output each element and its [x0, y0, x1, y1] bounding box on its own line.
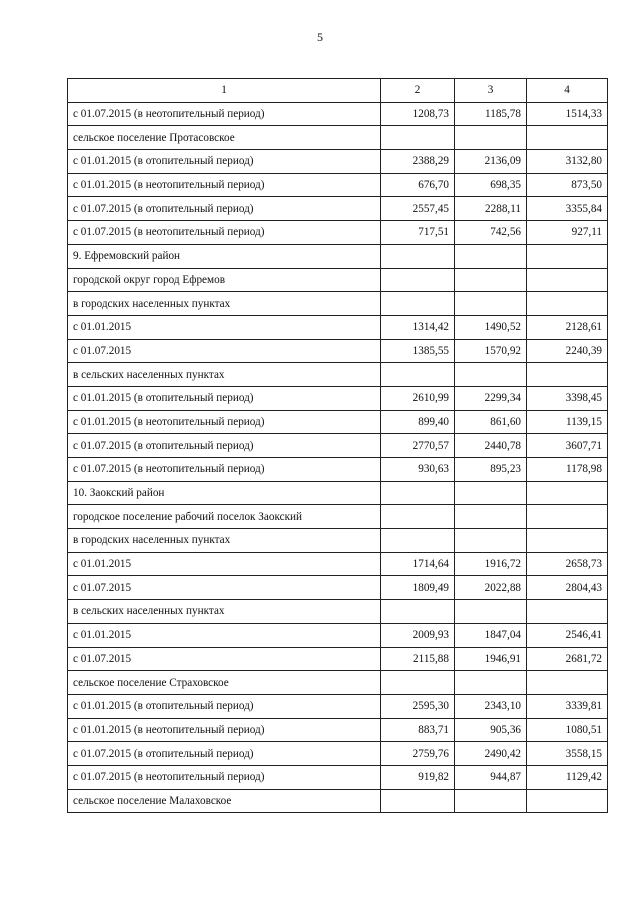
table-row: [68, 694, 608, 718]
value-cell: [527, 671, 608, 695]
table-row: [68, 292, 608, 316]
table-row: [68, 505, 608, 529]
row-label: сельское поселение Протасовское: [68, 126, 381, 150]
table-row: [68, 576, 608, 600]
row-label: сельское поселение Страховское: [68, 671, 381, 695]
value-cell: [527, 126, 608, 150]
value-cell: 899,40: [381, 410, 455, 434]
value-cell: [455, 529, 527, 553]
value-cell: 2115,88: [381, 647, 455, 671]
table-row: [68, 410, 608, 434]
table-row: [68, 529, 608, 553]
value-cell: 861,60: [455, 410, 527, 434]
table-row: [68, 600, 608, 624]
value-cell: [527, 529, 608, 553]
table-row: [68, 458, 608, 482]
value-cell: [381, 529, 455, 553]
value-cell: 2343,10: [455, 694, 527, 718]
value-cell: 1139,15: [527, 410, 608, 434]
row-label: с 01.01.2015 (в отопительный период): [68, 694, 381, 718]
row-label: в сельских населенных пунктах: [68, 363, 381, 387]
value-cell: 2009,93: [381, 623, 455, 647]
page-number: 5: [317, 30, 323, 44]
value-cell: 1916,72: [455, 552, 527, 576]
table-row: [68, 789, 608, 813]
value-cell: [527, 789, 608, 813]
row-label: с 01.01.2015 (в отопительный период): [68, 386, 381, 410]
row-label: с 01.01.2015: [68, 552, 381, 576]
value-cell: [455, 600, 527, 624]
table-row: [68, 742, 608, 766]
table-row: [68, 765, 608, 789]
table-row: [68, 434, 608, 458]
value-cell: 2440,78: [455, 434, 527, 458]
table-row: [68, 244, 608, 268]
value-cell: [381, 244, 455, 268]
table-row: [68, 671, 608, 695]
value-cell: 1385,55: [381, 339, 455, 363]
value-cell: [381, 600, 455, 624]
row-label: с 01.01.2015: [68, 315, 381, 339]
row-label: с 01.01.2015 (в отопительный период): [68, 150, 381, 174]
value-cell: 717,51: [381, 221, 455, 245]
row-label: городское поселение рабочий поселок Заокский: [68, 505, 381, 529]
value-cell: [381, 481, 455, 505]
row-label: с 01.01.2015: [68, 623, 381, 647]
value-cell: 2136,09: [455, 150, 527, 174]
row-label: с 01.07.2015: [68, 576, 381, 600]
row-label: сельское поселение Малаховское: [68, 789, 381, 813]
row-label: с 01.07.2015: [68, 647, 381, 671]
value-cell: 1514,33: [527, 102, 608, 126]
value-cell: 2610,99: [381, 386, 455, 410]
table-row: [68, 339, 608, 363]
column-header: 2: [381, 79, 455, 103]
value-cell: 1809,49: [381, 576, 455, 600]
value-cell: 1080,51: [527, 718, 608, 742]
value-cell: [381, 789, 455, 813]
value-cell: 3355,84: [527, 197, 608, 221]
value-cell: [455, 481, 527, 505]
row-label: с 01.07.2015: [68, 339, 381, 363]
table-header-row: [68, 79, 608, 103]
row-label: с 01.01.2015 (в неотопительный период): [68, 173, 381, 197]
value-cell: 873,50: [527, 173, 608, 197]
table-row: [68, 363, 608, 387]
value-cell: [455, 363, 527, 387]
value-cell: 905,36: [455, 718, 527, 742]
table-row: [68, 197, 608, 221]
row-label: в сельских населенных пунктах: [68, 600, 381, 624]
tariff-table: [67, 78, 608, 813]
row-label: 10. Заокский район: [68, 481, 381, 505]
row-label: с 01.07.2015 (в неотопительный период): [68, 102, 381, 126]
table-row: [68, 647, 608, 671]
row-label: 9. Ефремовский район: [68, 244, 381, 268]
value-cell: 676,70: [381, 173, 455, 197]
value-cell: [527, 505, 608, 529]
value-cell: 1714,64: [381, 552, 455, 576]
table-row: [68, 481, 608, 505]
value-cell: 1314,42: [381, 315, 455, 339]
value-cell: [381, 292, 455, 316]
value-cell: 2128,61: [527, 315, 608, 339]
value-cell: 3607,71: [527, 434, 608, 458]
value-cell: 698,35: [455, 173, 527, 197]
value-cell: 2681,72: [527, 647, 608, 671]
row-label: с 01.07.2015 (в отопительный период): [68, 742, 381, 766]
value-cell: 2388,29: [381, 150, 455, 174]
value-cell: [455, 505, 527, 529]
value-cell: 2557,45: [381, 197, 455, 221]
table-row: [68, 268, 608, 292]
value-cell: 2288,11: [455, 197, 527, 221]
table-row: [68, 150, 608, 174]
value-cell: [455, 126, 527, 150]
table-row: [68, 623, 608, 647]
value-cell: 930,63: [381, 458, 455, 482]
value-cell: 1847,04: [455, 623, 527, 647]
value-cell: [455, 268, 527, 292]
value-cell: [527, 600, 608, 624]
column-header: 3: [455, 79, 527, 103]
value-cell: [527, 481, 608, 505]
value-cell: 1185,78: [455, 102, 527, 126]
value-cell: 2595,30: [381, 694, 455, 718]
value-cell: [455, 292, 527, 316]
table-row: [68, 386, 608, 410]
row-label: в городских населенных пунктах: [68, 292, 381, 316]
value-cell: 2658,73: [527, 552, 608, 576]
value-cell: [455, 244, 527, 268]
value-cell: [381, 268, 455, 292]
value-cell: 3132,80: [527, 150, 608, 174]
value-cell: 2490,42: [455, 742, 527, 766]
column-header: 4: [527, 79, 608, 103]
value-cell: [381, 126, 455, 150]
value-cell: [527, 363, 608, 387]
value-cell: [527, 292, 608, 316]
table-row: [68, 718, 608, 742]
value-cell: [455, 789, 527, 813]
row-label: с 01.07.2015 (в неотопительный период): [68, 458, 381, 482]
value-cell: 927,11: [527, 221, 608, 245]
value-cell: [527, 268, 608, 292]
row-label: с 01.01.2015 (в неотопительный период): [68, 410, 381, 434]
row-label: городской округ город Ефремов: [68, 268, 381, 292]
value-cell: 1570,92: [455, 339, 527, 363]
row-label: в городских населенных пунктах: [68, 529, 381, 553]
value-cell: 2240,39: [527, 339, 608, 363]
value-cell: 1946,91: [455, 647, 527, 671]
value-cell: 1178,98: [527, 458, 608, 482]
table-row: [68, 315, 608, 339]
value-cell: [381, 505, 455, 529]
table-row: [68, 221, 608, 245]
value-cell: 883,71: [381, 718, 455, 742]
value-cell: 742,56: [455, 221, 527, 245]
value-cell: 2022,88: [455, 576, 527, 600]
column-header: 1: [68, 79, 381, 103]
row-label: с 01.07.2015 (в отопительный период): [68, 197, 381, 221]
row-label: с 01.07.2015 (в неотопительный период): [68, 765, 381, 789]
row-label: с 01.07.2015 (в отопительный период): [68, 434, 381, 458]
value-cell: [527, 244, 608, 268]
value-cell: 3339,81: [527, 694, 608, 718]
row-label: с 01.01.2015 (в неотопительный период): [68, 718, 381, 742]
table-row: [68, 552, 608, 576]
value-cell: 2770,57: [381, 434, 455, 458]
value-cell: 2759,76: [381, 742, 455, 766]
value-cell: 895,23: [455, 458, 527, 482]
table-row: [68, 102, 608, 126]
value-cell: [381, 671, 455, 695]
value-cell: 919,82: [381, 765, 455, 789]
row-label: с 01.07.2015 (в неотопительный период): [68, 221, 381, 245]
value-cell: 1129,42: [527, 765, 608, 789]
table-row: [68, 173, 608, 197]
value-cell: [455, 671, 527, 695]
value-cell: [381, 363, 455, 387]
table-row: [68, 126, 608, 150]
value-cell: 3398,45: [527, 386, 608, 410]
value-cell: 2546,41: [527, 623, 608, 647]
value-cell: 1208,73: [381, 102, 455, 126]
value-cell: 2299,34: [455, 386, 527, 410]
value-cell: 3558,15: [527, 742, 608, 766]
value-cell: 944,87: [455, 765, 527, 789]
value-cell: 2804,43: [527, 576, 608, 600]
value-cell: 1490,52: [455, 315, 527, 339]
